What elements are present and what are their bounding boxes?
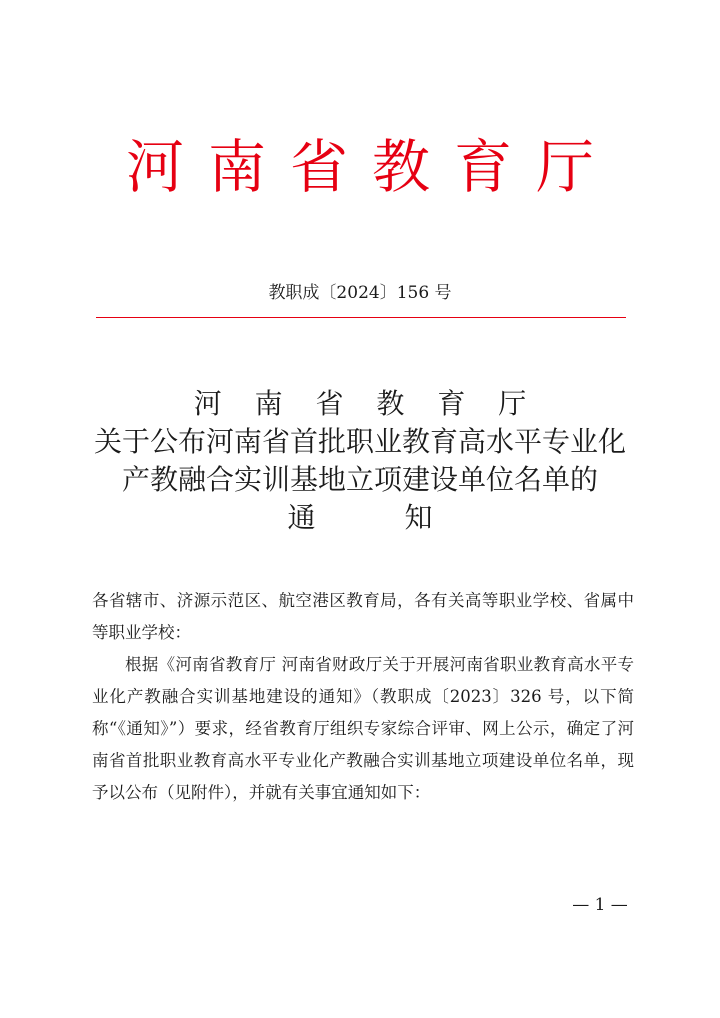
page-number: — 1 —	[572, 895, 628, 915]
title-line-3: 产教融合实训基地立项建设单位名单的	[121, 463, 598, 496]
document-title	[0, 385, 720, 537]
document-number: 教职成〔2024〕156 号	[268, 283, 452, 303]
title-line-2: 关于公布河南省首批职业教育高水平专业化	[93, 425, 626, 458]
agency-header-title: 河南省教育厅	[125, 133, 618, 201]
title-line-4: 通 知	[287, 501, 473, 534]
body-paragraph-1: 根据《河南省教育厅 河南省财政厅关于开展河南省职业教育高水平专业化产教融合实训基地建设的通知》（教职成〔2023〕326 号，以下简称“《通知》”）要求，经省教育厅组织专家综合评审、网上公示，确定了河南省首批职业教育高水平专业化产教融合实训基地立项建设单位名单，现予以公布（见附件），并就有关事宜通知如下：	[92, 655, 634, 802]
title-line-1: 河 南 省 教 育 厅	[193, 387, 539, 420]
red-divider-line	[96, 317, 626, 318]
document-body	[92, 585, 634, 809]
salutation: 各省辖市、济源示范区、航空港区教育局，各有关高等职业学校、省属中等职业学校：	[92, 591, 634, 642]
